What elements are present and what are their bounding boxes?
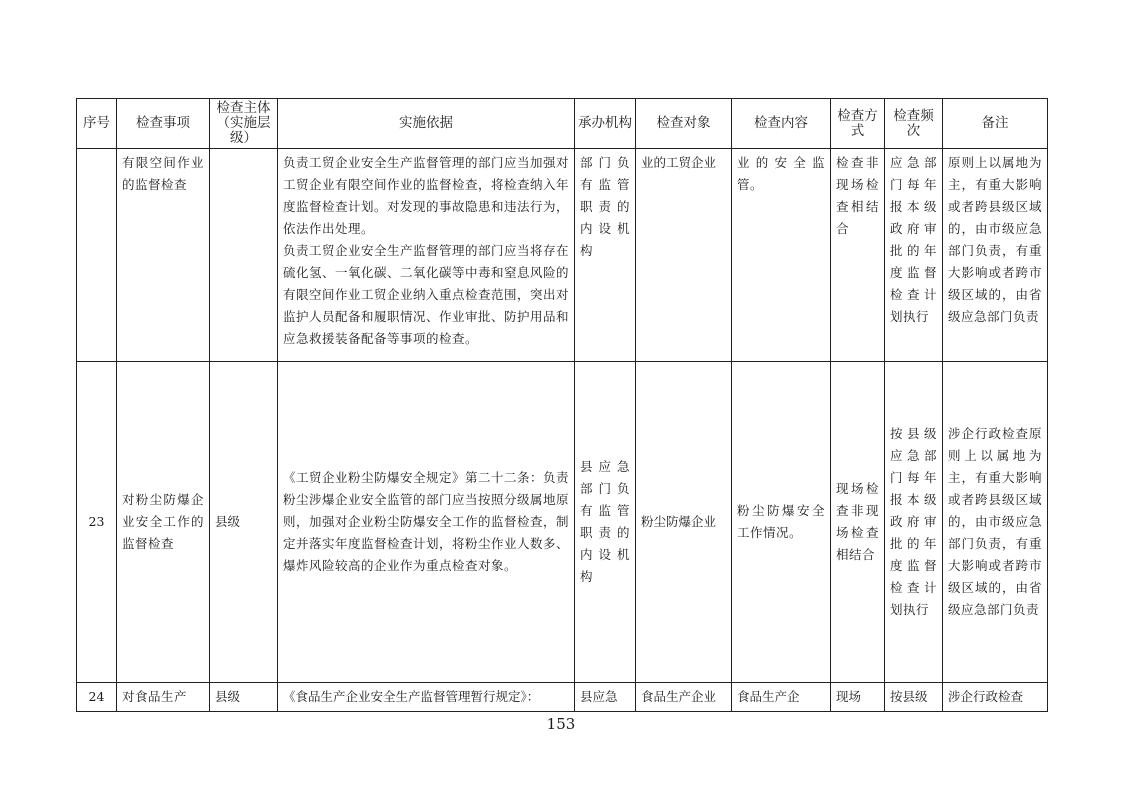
- cell-subject: [210, 149, 278, 362]
- cell-basis: [278, 149, 575, 362]
- basis-paragraph: 负责工贸企业安全生产监督管理的部门应当将存在硫化氢、一氧化碳、二氧化碳等中毒和窒息风险的有限空间作业工贸企业纳入重点检查范围，突出对监护人员配备和履职情况、作业审批、防护用品和应急救援装备配备等事项的检查。: [283, 243, 570, 346]
- cell-seq: 23: [77, 362, 117, 683]
- cell-subject: 县级: [210, 362, 278, 683]
- header-basis: 实施依据: [278, 99, 575, 149]
- cell-org: 部门负有监管职责的内设机构: [575, 149, 636, 362]
- header-seq: 序号: [77, 99, 117, 149]
- cell-method: 现场: [831, 683, 885, 712]
- header-row: [77, 99, 1048, 149]
- cell-org: 县应急部门负有监管职责的内设机构: [575, 362, 636, 683]
- header-subject: 检查主体（实施层级）: [210, 99, 278, 149]
- cell-method: 现场检查非现场检查相结合: [831, 362, 885, 683]
- cell-freq: 按县级: [885, 683, 943, 712]
- cell-freq: 应急部门每年报本级政府审批的年度监督检查计划执行: [885, 149, 943, 362]
- header-org: 承办机构: [575, 99, 636, 149]
- cell-basis: 《食品生产企业安全生产监督管理暂行规定》：: [278, 683, 575, 712]
- cell-target: 业的工贸企业: [636, 149, 732, 362]
- header-method: 检查方式: [831, 99, 885, 149]
- cell-content: 业的安全监管。: [732, 149, 831, 362]
- cell-target: 粉尘防爆企业: [636, 362, 732, 683]
- header-content: 检查内容: [732, 99, 831, 149]
- cell-remark: 原则上以属地为主，有重大影响或者跨县级区域的，由市级应急部门负责，有重大影响或者跨市级区域的，由省级应急部门负责: [943, 149, 1048, 362]
- cell-seq: [77, 149, 117, 362]
- cell-item: 有限空间作业的监督检查: [117, 149, 210, 362]
- cell-item: 对粉尘防爆企业安全工作的监督检查: [117, 362, 210, 683]
- cell-freq: 按县级应急部门每年报本级政府审批的年度监督检查计划执行: [885, 362, 943, 683]
- inspection-table: [76, 98, 1048, 712]
- cell-remark: 涉企行政检查: [943, 683, 1048, 712]
- cell-basis: 《工贸企业粉尘防爆安全规定》第二十二条：负责粉尘涉爆企业安全监管的部门应当按照分级属地原则，加强对企业粉尘防爆安全工作的监督检查，制定并落实年度监督检查计划，将粉尘作业人数多、爆炸风险较高的企业作为重点检查对象。: [278, 362, 575, 683]
- header-item: 检查事项: [117, 99, 210, 149]
- cell-target: 食品生产企业: [636, 683, 732, 712]
- cell-org: 县应急: [575, 683, 636, 712]
- cell-subject: 县级: [210, 683, 278, 712]
- header-target: 检查对象: [636, 99, 732, 149]
- page-number: 153: [546, 715, 576, 733]
- cell-remark: 涉企行政检查原则上以属地为主，有重大影响或者跨县级区域的，由市级应急部门负责，有重大影响或者跨市级区域的，由省级应急部门负责: [943, 362, 1048, 683]
- cell-content: 粉尘防爆安全工作情况。: [732, 362, 831, 683]
- table-row: [77, 683, 1048, 712]
- header-freq: 检查频次: [885, 99, 943, 149]
- basis-paragraph: 负责工贸企业安全生产监督管理的部门应当加强对工贸企业有限空间作业的监督检查，将检查纳入年度监督检查计划。对发现的事故隐患和违法行为，依法作出处理。: [283, 155, 570, 236]
- cell-method: 检查非现场检查相结合: [831, 149, 885, 362]
- header-remark: 备注: [943, 99, 1048, 149]
- cell-item: 对食品生产: [117, 683, 210, 712]
- table-row: [77, 362, 1048, 683]
- table-row: [77, 149, 1048, 362]
- cell-content: 食品生产企: [732, 683, 831, 712]
- cell-seq: 24: [77, 683, 117, 712]
